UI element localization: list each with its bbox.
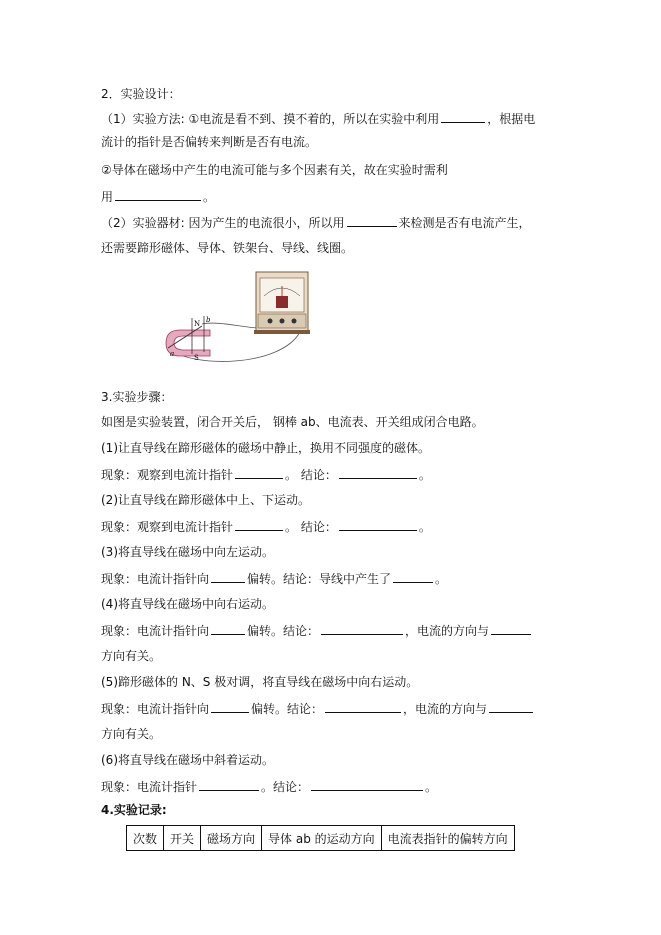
answer-blank[interactable]: [115, 188, 201, 201]
step-1-observation: [101, 466, 431, 483]
label-n: N: [194, 320, 201, 328]
step-3-observation: [101, 570, 447, 587]
text: 用: [101, 190, 114, 204]
step-1: (1)让直导线在蹄形磁体的磁场中静止，换用不同强度的磁体。: [101, 441, 431, 455]
table-header-cell: 导体 ab 的运动方向: [262, 826, 382, 851]
setup-intro: 如图是实验装置，闭合开关后， 钢棒 ab、电流表、开关组成闭合电路。: [101, 415, 484, 429]
text: 现象：电流计指针向: [101, 572, 210, 586]
text: 现象：电流计指针向: [101, 702, 210, 716]
text: ，电流的方向与: [405, 624, 490, 638]
answer-blank[interactable]: [491, 622, 531, 635]
equipment-paragraph-line2: 还需要蹄形磁体、导体、铁架台、导线、线圈。: [101, 241, 354, 255]
text: ，根据电: [487, 112, 536, 126]
text: （2）实验器材: 因为产生的电流很小，所以用: [101, 216, 345, 230]
step-2-observation: [101, 518, 431, 535]
text: 。结论：: [261, 780, 310, 794]
step-2: (2)让直导线在蹄形磁体中上、下运动。: [101, 493, 310, 507]
method-paragraph-line1: [101, 110, 535, 127]
table-header-cell: 电流表指针的偏转方向: [381, 826, 514, 851]
factor-paragraph-line2: [101, 188, 215, 205]
answer-blank[interactable]: [211, 622, 245, 635]
text: 来检测是否有电流产生，: [398, 216, 531, 230]
text: 偏转。结论：: [251, 702, 324, 716]
answer-blank[interactable]: [393, 570, 433, 583]
step-4-observation: [101, 622, 533, 639]
section-4-heading: 4.实验记录:: [101, 803, 167, 817]
text: ，电流的方向与: [403, 702, 488, 716]
step-5-observation: [101, 700, 535, 717]
table-header-cell: 次数: [127, 826, 164, 851]
table-header-row: [127, 826, 515, 851]
answer-blank[interactable]: [339, 518, 417, 531]
answer-blank[interactable]: [321, 622, 403, 635]
step-4: (4)将直导线在磁场中向右运动。: [101, 597, 274, 611]
text: 现象：电流计指针向: [101, 624, 210, 638]
answer-blank[interactable]: [339, 466, 417, 479]
label-a: a: [170, 350, 175, 358]
method-paragraph-line2: 流计的指针是否偏转来判断是否有电流。: [101, 135, 318, 149]
table-header-cell: 开关: [164, 826, 201, 851]
text: 。: [435, 572, 448, 586]
answer-blank[interactable]: [325, 700, 401, 713]
text: 。: [418, 468, 431, 482]
text: 偏转。结论：导线中产生了: [247, 572, 392, 586]
record-table: [126, 825, 515, 851]
answer-blank[interactable]: [347, 214, 397, 227]
text: （1）实验方法: ①电流是看不到、摸不着的，所以在实验中利用: [101, 112, 440, 126]
text: 。: [203, 190, 216, 204]
step-5: (5)蹄形磁体的 N、S 极对调，将直导线在磁场中向右运动。: [101, 675, 419, 689]
step-5-observation-cont: 方向有关。: [101, 727, 162, 741]
answer-blank[interactable]: [441, 110, 485, 123]
galvanometer-icon: [254, 272, 310, 334]
answer-blank[interactable]: [199, 778, 259, 791]
answer-blank[interactable]: [211, 570, 245, 583]
text: 偏转。结论：: [247, 624, 320, 638]
section-3-heading: 3.实验步骤：: [101, 390, 173, 404]
experiment-apparatus-figure: [160, 270, 320, 370]
text: 现象：观察到电流计指针: [101, 520, 234, 534]
step-3: (3)将直导线在磁场中向左运动。: [101, 545, 274, 559]
label-b: b: [206, 316, 211, 324]
equipment-paragraph-line1: [101, 214, 531, 231]
text: 。 结论：: [285, 468, 337, 482]
text: 。: [425, 780, 438, 794]
answer-blank[interactable]: [235, 518, 283, 531]
text: 现象：电流计指针: [101, 780, 198, 794]
text: 。 结论：: [285, 520, 337, 534]
section-2-heading: 2．实验设计：: [101, 87, 181, 101]
answer-blank[interactable]: [489, 700, 533, 713]
wire: [168, 332, 300, 361]
step-6-observation: [101, 778, 437, 795]
step-6: (6)将直导线在磁场中斜着运动。: [101, 753, 274, 767]
text: 。: [418, 520, 431, 534]
factor-paragraph-line1: ②导体在磁场中产生的电流可能与多个因素有关，故在实验时需利: [101, 163, 448, 177]
answer-blank[interactable]: [311, 778, 423, 791]
answer-blank[interactable]: [211, 700, 249, 713]
step-4-observation-cont: 方向有关。: [101, 649, 162, 663]
answer-blank[interactable]: [235, 466, 283, 479]
label-s: S: [194, 354, 199, 362]
table-header-cell: 磁场方向: [201, 826, 262, 851]
text: 现象：观察到电流计指针: [101, 468, 234, 482]
